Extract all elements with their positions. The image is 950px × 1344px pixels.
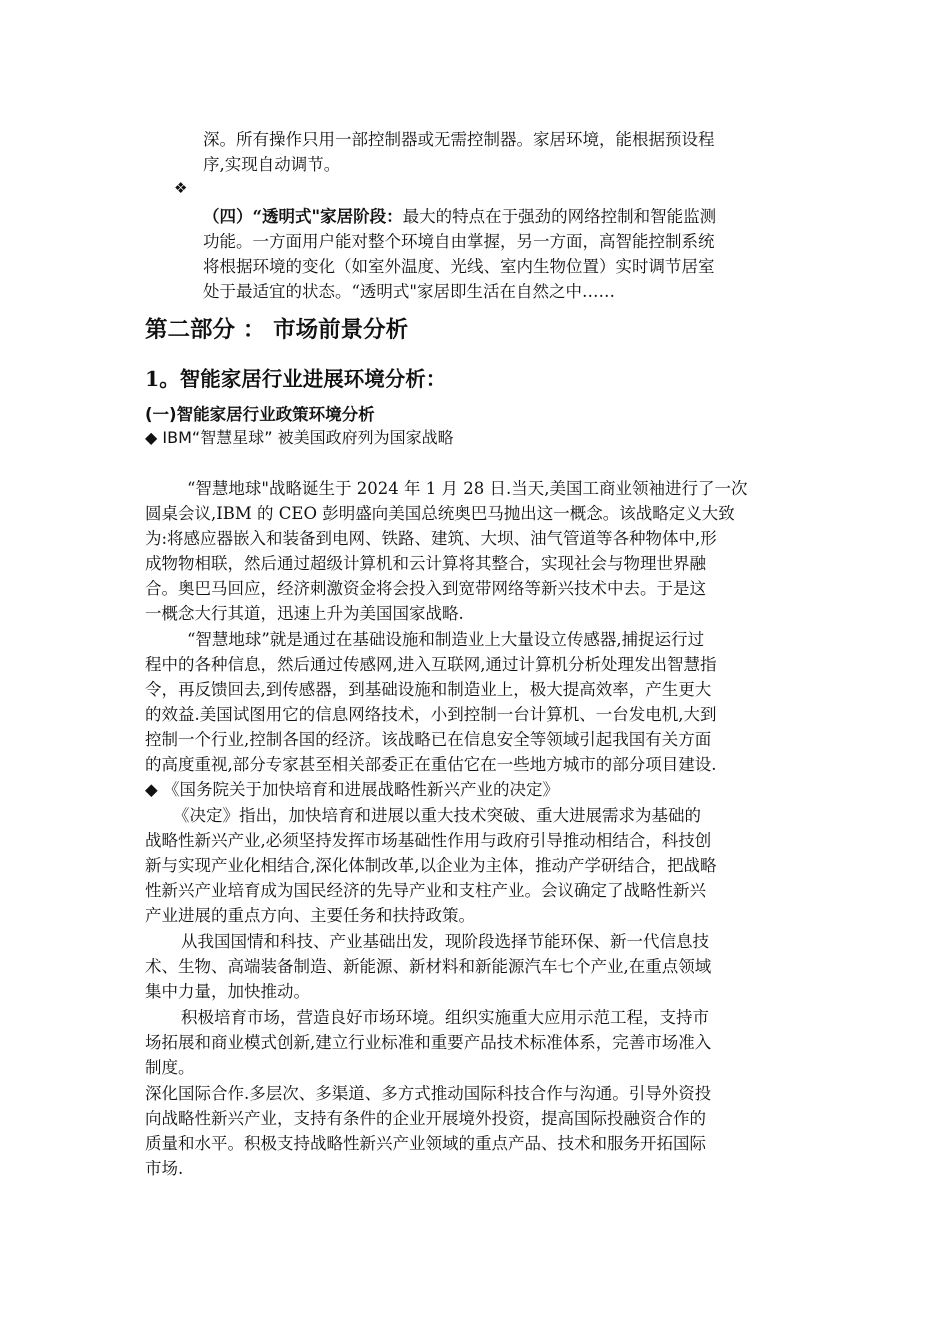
stage4-line-1-text: 最大的特点在于强劲的网络控制和智能监测 [402,207,717,226]
section1-title: 1。智能家居行业进展环境分析： [145,367,447,391]
intro-line-1: 深。所有操作只用一部控制器或无需控制器。家居环境，能根据预设程 [203,130,715,149]
para5-line: 场拓展和商业模式创新,建立行业标准和重要产品技术标准体系，完善市场准入 [145,1033,712,1052]
para1-line: 合。奥巴马回应，经济刺激资金将会投入到宽带网络等新兴技术中去。于是这 [145,579,706,598]
para1-line: 圆桌会议,IBM 的 CEO 彭明盛向美国总统奥巴马抛出这一概念。该战略定义大致 [145,504,735,523]
stage4-line-4: 处于最适宜的状态。“透明式"家居即生活在自然之中…… [203,282,616,301]
item-state-council [145,777,559,802]
para1-line: 为:将感应器嵌入和装备到电网、铁路、建筑、大坝、油气管道等各种物体中,形 [145,529,717,548]
para5-line: 积极培育市场，营造良好市场环境。组织实施重大应用示范工程，支持市 [181,1008,709,1027]
para2-line: “智慧地球”就是通过在基础设施和制造业上大量设立传感器,捕捉运行过 [187,630,705,649]
item-ibm-text: IBM“智慧星球” 被美国政府列为国家战略 [157,428,454,447]
para6-line: 市场. [145,1159,184,1178]
para1-line: 一概念大行其道，迅速上升为美国国家战略. [145,604,464,623]
para6-line: 向战略性新兴产业，支持有条件的企业开展境外投资，提高国际投融资合作的 [145,1109,706,1128]
part2-title: 第二部分 ： 市场前景分析 [145,317,409,343]
diamond-bullet-icon: ❖ [174,179,188,197]
para3-line: 性新兴产业培育成为国民经济的先导产业和支柱产业。会议确定了战略性新兴 [145,881,706,900]
stage4-line-3: 将根据环境的变化（如室外温度、光线、室内生物位置）实时调节居室 [203,257,715,276]
para3-line: 产业进展的重点方向、主要任务和扶持政策。 [145,906,475,925]
para2-line: 程中的各种信息，然后通过传感网,进入互联网,通过计算机分析处理发出智慧指 [145,655,717,674]
intro-line-2: 序,实现自动调节。 [203,155,341,174]
para2-line: 的高度重视,部分专家甚至相关部委正在重估它在一些地方城市的部分项目建设. [145,755,717,774]
para6-line: 质量和水平。积极支持战略性新兴产业领域的重点产品、技术和服务开拓国际 [145,1134,706,1153]
stage4-line-2: 功能。一方面用户能对整个环境自由掌握，另一方面，高智能控制系统 [203,232,715,251]
subsection1-title: (一)智能家居行业政策环境分析 [145,405,375,424]
item-state-council-text: 《国务院关于加快培育和进展战略性新兴产业的决定》 [157,780,559,799]
para1-line: “智慧地球"战略诞生于 2024 年 1 月 28 日.当天,美国工商业领袖进行了一次 [187,479,748,498]
item-ibm [145,425,454,450]
para3-line: 《决定》指出，加快培育和进展以重大技术突破、重大进展需求为基础的 [173,806,701,825]
para6-line: 深化国际合作.多层次、多渠道、多方式推动国际科技合作与沟通。引导外资投 [145,1084,712,1103]
para1-line: 成物物相联，然后通过超级计算机和云计算将其整合，实现社会与物理世界融 [145,554,706,573]
diamond-icon: ◆ [145,780,158,799]
stage4-line-1 [203,204,716,229]
diamond-icon: ◆ [145,428,158,447]
para5-line: 制度。 [145,1058,195,1077]
para2-line: 控制一个行业,控制各国的经济。该战略已在信息安全等领域引起我国有关方面 [145,730,712,749]
para4-line: 从我国国情和科技、产业基础出发，现阶段选择节能环保、新一代信息技 [181,932,709,951]
para2-line: 令，再反馈回去,到传感器，到基础设施和制造业上，极大提高效率，产生更大 [145,680,712,699]
para3-line: 新与实现产业化相结合,深化体制改革,以企业为主体，推动产学研结合，把战略 [145,856,717,875]
para4-line: 集中力量，加快推动。 [145,982,310,1001]
para4-line: 术、生物、高端装备制造、新能源、新材料和新能源汽车七个产业,在重点领域 [145,957,712,976]
stage4-title: （四）“透明式"家居阶段： [203,207,403,226]
para2-line: 的效益.美国试图用它的信息网络技术，小到控制一台计算机、一台发电机,大到 [145,705,717,724]
para3-line: 战略性新兴产业,必须坚持发挥市场基础性作用与政府引导推动相结合，科技创 [145,831,712,850]
